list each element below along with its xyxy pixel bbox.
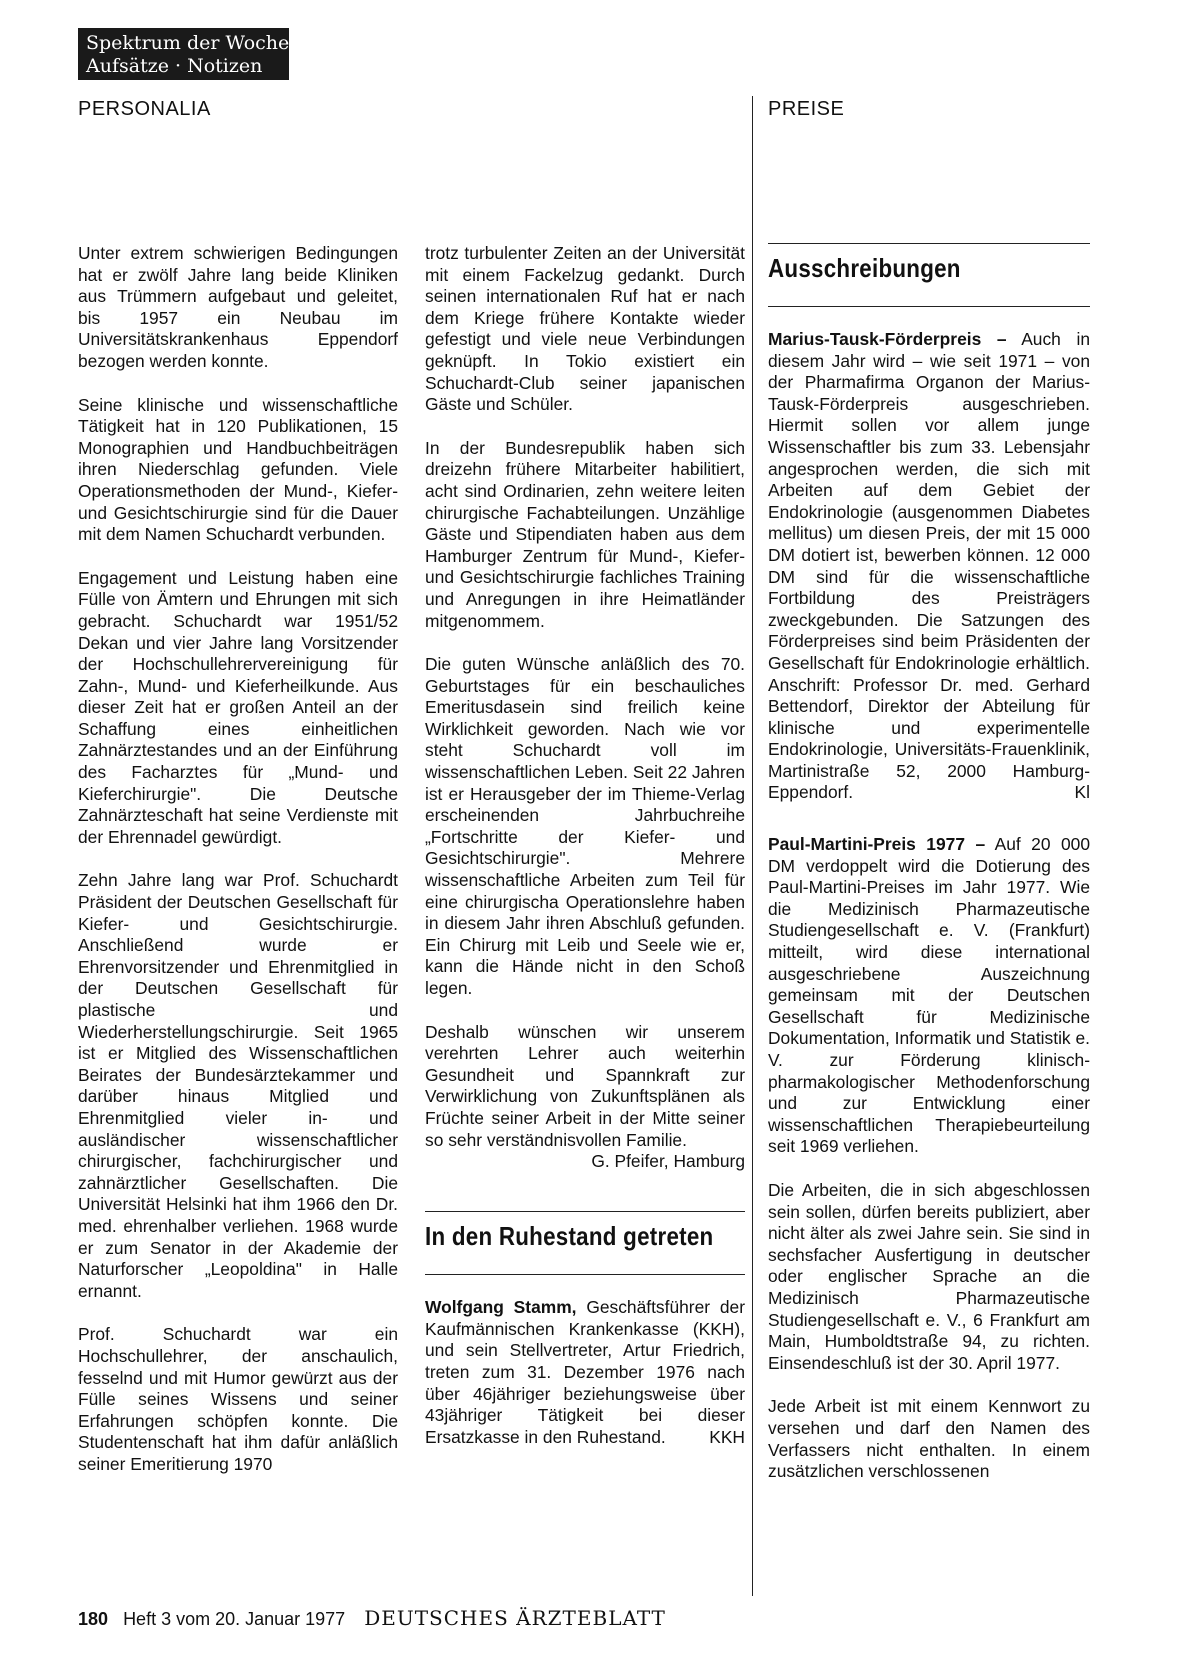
page-footer <box>78 1606 666 1630</box>
masthead <box>78 28 289 80</box>
paragraph: Seine klinische und wissenschaftliche Tätigkeit hat in 120 Publikationen, 15 Monographien und Handbuchbeiträgen ihren Niederschlag gefunden. Viele Operationsmethoden der Mund-, Kiefer- und Gesichtschirurgie sind für die Dauer mit dem Namen Schuchardt verbunden. <box>78 394 398 545</box>
paragraph: Jede Arbeit ist mit einem Kennwort zu versehen und darf den Namen des Verfassers nicht enthalten. In einem zusätzlichen verschlossenen <box>768 1396 1090 1482</box>
masthead-line-2: Aufsätze · Notizen <box>86 55 263 77</box>
heading-underline <box>768 306 1090 307</box>
prize-name: Paul-Martini-Preis 1977 – <box>768 834 986 855</box>
prize-paul-martini <box>768 834 1090 1158</box>
paragraph: trotz turbulenter Zeiten an der Universität mit einem Fackelzug gedankt. Durch seinen internationalen Ruf hat er nach dem Kriege frühere Kontakte wieder gefestigt und viele neue Verbindungen geknüpft. In Tokio existiert ein Schuchardt-Club seiner japanischen Gäste und Schüler. <box>425 243 745 415</box>
paragraph: Die guten Wünsche anläßlich des 70. Geburtstages für ein beschauliches Emeritusdasein sind freilich keine Wirklichkeit geworden. Nach wie vor steht Schuchardt voll im wissenschaftlichen Leben. Seit 22 Jahren ist er Herausgeber der im Thieme-Verlag erscheinenden Jahrbuchreihe „Fortschritte der Kiefer- und Gesichtschirurgie". Mehrere wissenschaftliche Arbeiten zum Teil für eine chirurgischa Operationslehre haben in diesem Jahr ihren Abschluß gefunden. Ein Chirurg mit Leib und Seele wie er, kann die Hände nicht in den Schoß legen. <box>425 654 745 998</box>
prize-text: Auf 20 000 DM verdoppelt wird die Dotierung des Paul-Martini-Preises im Jahr 1977. Wie die Medizinisch Pharmazeutische Studiengesellschaft e. V. (Frankfurt) mitteilt, wird diese international ausgeschriebene Auszeichnung gemeinsam mit der Deutschen Gesellschaft für Medizinische Dokumentation, Informatik und Statistik e. V. zur Förderung klinisch-pharmakologischer Methodenforschung und zur Entwicklung einer wissenschaftlichen Therapiebeurteilung seit 1969 verliehen. <box>768 834 1090 1157</box>
heading-ruhestand: In den Ruhestand getreten <box>425 1221 714 1252</box>
paragraph: Zehn Jahre lang war Prof. Schuchardt Präsident der Deutschen Gesellschaft für Kiefer- und Gesichtschirurgie. Anschließend wurde er Ehrenvorsitzender und Ehrenmitglied in der Deutschen Gesellschaft für plastische und Wiederherstellungschirurgie. Seit 1965 ist er Mitglied des Wissenschaftlichen Beirates der Bundesärztekammer und darüber hinaus Mitglied und Ehrenmitglied vieler in- und ausländischer wissenschaftlicher chirurgischer, fachchirurgischer und zahnärztlicher Gesellschaften. Die Universität Helsinki hat ihm 1966 den Dr. med. ehrenhalber verliehen. 1968 wurde er zum Senator in der Akademie der Naturforscher „Leopoldina" in Halle ernannt. <box>78 870 398 1301</box>
heading-ausschreibungen: Ausschreibungen <box>768 253 961 283</box>
retiree-name: Wolfgang Stamm, <box>425 1297 577 1318</box>
paragraph: Engagement und Leistung haben eine Fülle von Ämtern und Ehrungen mit sich gebracht. Schuchardt war 1951/52 Dekan und vier Jahre lang Vorsitzender der Hochschullehrervereinigung für Zahn-, Mund- und Kieferheilkunde. Aus dieser Zeit hat er großen Anteil an der Schaffung eines einheitlichen Zahnärztestandes und an der Einführung des Facharztes für „Mund- und Kieferchirurgie". Die Deutsche Zahnärzteschaft hat seine Verdienste mit der Ehrennadel gewürdigt. <box>78 567 398 847</box>
article-column-3 <box>768 243 1090 1505</box>
section-label-preise: PREISE <box>768 98 845 120</box>
author-signature: G. Pfeifer, Hamburg <box>591 1151 745 1172</box>
masthead-line-1: Spektrum der Woche <box>86 32 290 54</box>
journal-title: DEUTSCHES ÄRZTEBLATT <box>364 1606 666 1630</box>
retirement-text: Geschäftsführer der Kaufmännischen Krankenkasse (KKH), und sein Stellvertreter, Artur Friedrich, treten zum 31. Dezember 1976 nach über 46jähriger beziehungsweise über 43jähriger Tätigkeit bei dieser Ersatzkasse in den Ruhestand. <box>425 1297 745 1447</box>
section-label-personalia: PERSONALIA <box>78 98 211 120</box>
prize-signature: Kl <box>1074 782 1090 803</box>
retirement-notice <box>425 1297 745 1448</box>
page-number: 180 <box>78 1609 109 1629</box>
prize-text: Auch in diesem Jahr wird – wie seit 1971 – von der Pharmafirma Organon der Marius-Tausk-Förderpreis ausgeschrieben. Hiermit sollen vor allem junge Wissenschaftler bis zum 33. Lebensjahr angesprochen werden, die sich mit Arbeiten auf dem Gebiet der Endokrinologie (ausgenommen Diabetes mellitus) um diesen Preis, der mit 15 000 DM dotiert ist, bewerben können. 12 000 DM sind für die wissenschaftliche Fortbildung des Preisträgers zweckgebunden. Die Satzungen des Förderpreises sind beim Präsidenten der Gesellschaft für Endokrinologie erhältlich. Anschrift: Professor Dr. med. Gerhard Bettendorf, Direktor der Abteilung für klinische und experimentelle Endokrinologie, Universitäts-Frauenklinik, Martinistraße 52, 2000 Hamburg-Eppendorf. <box>768 329 1090 803</box>
heading-underline <box>425 1274 745 1275</box>
article-column-2 <box>425 243 745 1470</box>
prize-marius-tausk <box>768 329 1090 804</box>
section-heading-ausschreibungen <box>768 243 1090 284</box>
section-heading-ruhestand <box>425 1211 745 1252</box>
paragraph-closing <box>425 1021 745 1172</box>
paragraph: In der Bundesrepublik haben sich dreizehn frühere Mitarbeiter habilitiert, acht sind Ordinarien, zehn weitere leiten chirurgische Fachabteilungen. Unzählige Gäste und Stipendiaten haben aus dem Hamburger Zentrum für Mund-, Kiefer- und Gesichtschirurgie fachliches Training und Anregungen in ihre Heimatländer mitgenommem. <box>425 437 745 631</box>
prize-name: Marius-Tausk-Förderpreis – <box>768 329 1007 349</box>
retirement-signature: KKH <box>709 1426 745 1447</box>
paragraph: Prof. Schuchardt war ein Hochschullehrer, der anschaulich, fesselnd und mit Humor gewürzt aus der Fülle seines Wissens und seiner Erfahrungen schöpfen konnte. Die Studentenschaft hat ihm dafür anläßlich seiner Emeritierung 1970 <box>78 1324 398 1474</box>
article-column-1 <box>78 243 398 1497</box>
paragraph: Unter extrem schwierigen Bedingungen hat er zwölf Jahre lang beide Kliniken aus Trümmern aufgebaut und geleitet, bis 1957 ein Neubau im Universitätskrankenhaus Eppendorf bezogen werden konnte. <box>78 243 398 371</box>
paragraph-text: Deshalb wünschen wir unserem verehrten Lehrer auch weiterhin Gesundheit und Spannkraft zur Verwirklichung von Zukunftsplänen als Früchte seiner Arbeit in der Mitte seiner so sehr verständnisvollen Familie. <box>425 1021 745 1150</box>
issue-info: Heft 3 vom 20. Januar 1977 <box>123 1609 346 1629</box>
paragraph: Die Arbeiten, die in sich abgeschlossen sein sollen, dürfen bereits publiziert, aber nicht älter als zwei Jahre sein. Sie sind in sechsfacher Ausfertigung in deutscher oder englischer Sprache an die Medizinisch Pharmazeutische Studiengesellschaft e. V., 6 Frankfurt am Main, Humboldtstraße 94, zu richten. Einsendeschluß ist der 30. April 1977. <box>768 1179 1090 1373</box>
column-divider <box>752 96 753 1596</box>
